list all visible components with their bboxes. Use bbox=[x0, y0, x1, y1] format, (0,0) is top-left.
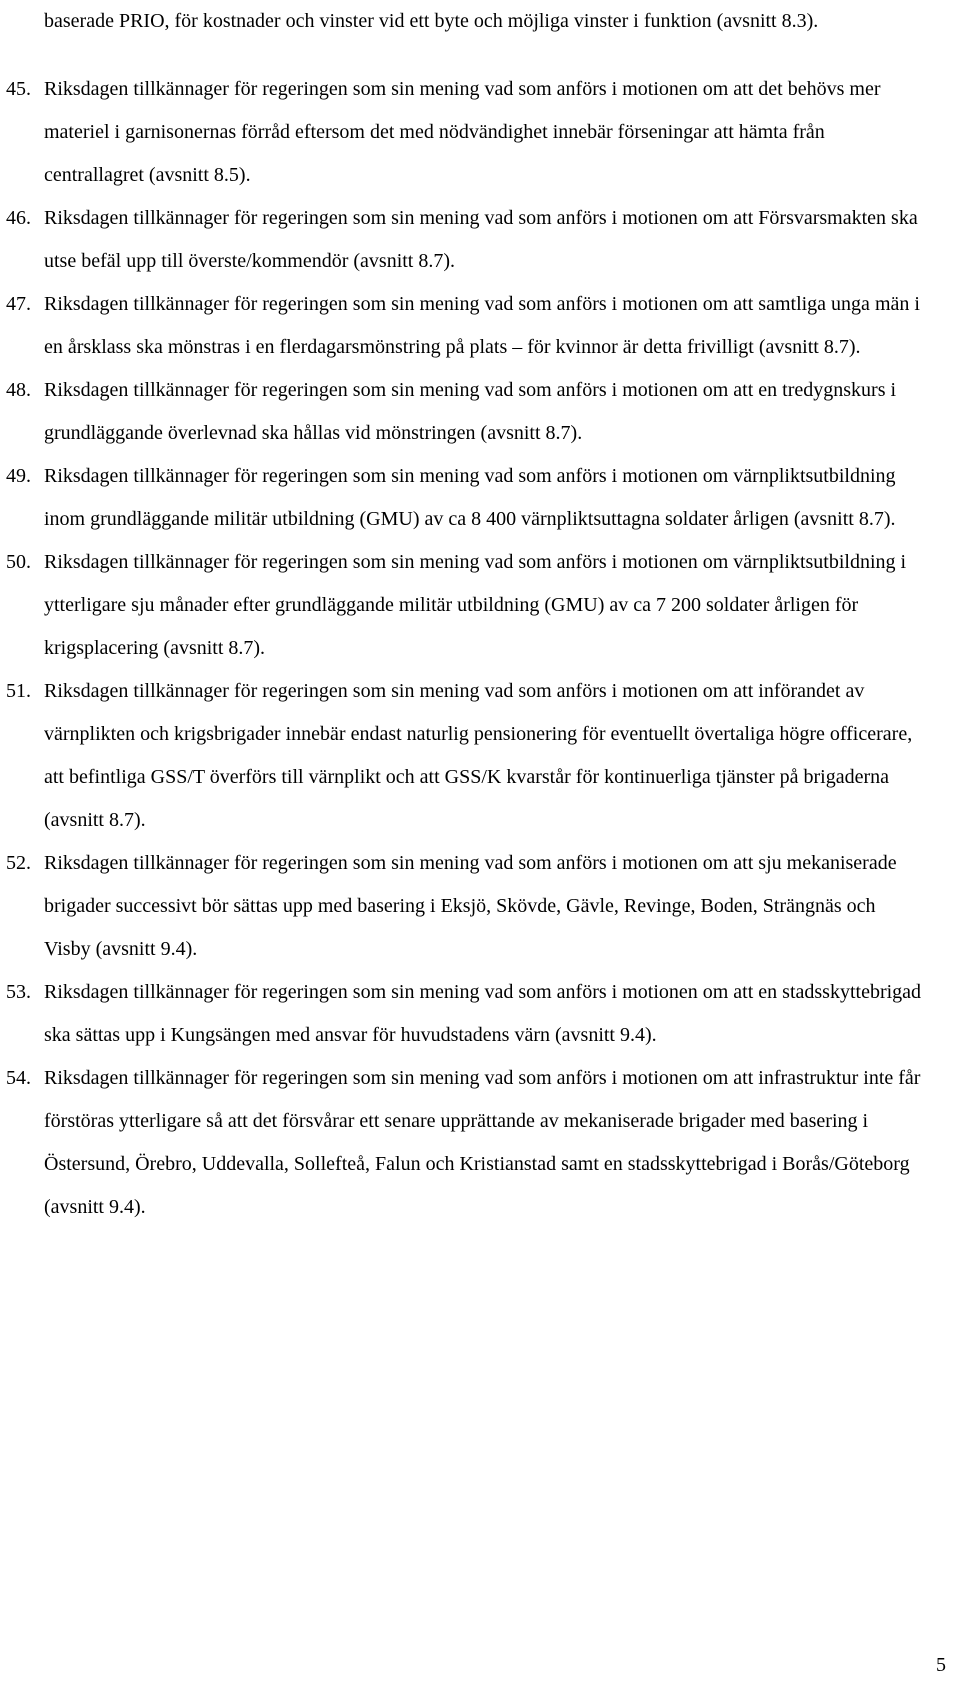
list-item bbox=[0, 455, 960, 541]
item-text: Riksdagen tillkännager för regeringen som sin mening vad som anförs i motionen om värnpliktsutbildning inom grundläggande militär utbildning (GMU) av ca 8 400 värnpliktsuttagna soldater årligen (avsnitt 8.7). bbox=[44, 465, 896, 530]
item-number: 49. bbox=[6, 465, 31, 487]
page-number: 5 bbox=[936, 1654, 946, 1676]
item-number: 46. bbox=[6, 207, 31, 229]
list-item bbox=[0, 670, 960, 842]
item-text: Riksdagen tillkännager för regeringen som sin mening vad som anförs i motionen om att Försvarsmakten ska utse befäl upp till överste/kommendör (avsnitt 8.7). bbox=[44, 207, 918, 272]
item-text: Riksdagen tillkännager för regeringen som sin mening vad som anförs i motionen om att samtliga unga män i en årsklass ska mönstras i en flerdagarsmönstring på plats – för kvinnor är detta frivilligt (avsnitt 8.7). bbox=[44, 293, 920, 358]
continuation-paragraph: baserade PRIO, för kostnader och vinster vid ett byte och möjliga vinster i funktion (avsnitt 8.3). bbox=[44, 10, 819, 32]
item-text: Riksdagen tillkännager för regeringen som sin mening vad som anförs i motionen om att en tredygnskurs i grundläggande överlevnad ska hållas vid mönstringen (avsnitt 8.7). bbox=[44, 379, 897, 444]
item-number: 53. bbox=[6, 981, 31, 1003]
item-text: Riksdagen tillkännager för regeringen som sin mening vad som anförs i motionen om att en stadsskyttebrigad ska sättas upp i Kungsängen med ansvar för huvudstadens värn (avsnitt 9.4). bbox=[44, 981, 922, 1046]
list-item bbox=[0, 283, 960, 369]
list-item bbox=[0, 541, 960, 670]
list-item bbox=[0, 197, 960, 283]
motion-list bbox=[0, 68, 960, 1229]
list-item bbox=[0, 842, 960, 971]
item-number: 45. bbox=[6, 78, 31, 100]
item-text: Riksdagen tillkännager för regeringen som sin mening vad som anförs i motionen om att införandet av värnplikten och krigsbrigader innebär endast naturlig pensionering för eventuellt övertaliga högre officerare, att befintliga GSS/T överförs till värnplikt och att GSS/K kvarstår för kontinuerliga tjänster på brigaderna (avsnitt 8.7). bbox=[44, 680, 913, 831]
item-text: Riksdagen tillkännager för regeringen som sin mening vad som anförs i motionen om att det behövs mer materiel i garnisonernas förråd eftersom det med nödvändighet innebär förseningar att hämta från centrallagret (avsnitt 8.5). bbox=[44, 78, 881, 186]
list-item bbox=[0, 68, 960, 197]
item-text: Riksdagen tillkännager för regeringen som sin mening vad som anförs i motionen om värnpliktsutbildning i ytterligare sju månader efter grundläggande militär utbildning (GMU) av ca 7 200 soldater årligen för krigsplacering (avsnitt 8.7). bbox=[44, 551, 907, 659]
list-item bbox=[0, 1057, 960, 1229]
item-number: 51. bbox=[6, 680, 31, 702]
list-item bbox=[0, 971, 960, 1057]
item-number: 48. bbox=[6, 379, 31, 401]
item-number: 50. bbox=[6, 551, 31, 573]
item-text: Riksdagen tillkännager för regeringen som sin mening vad som anförs i motionen om att sju mekaniserade brigader successivt bör sättas upp med basering i Eksjö, Skövde, Gävle, Revinge, Boden, Strängnäs och Visby (avsnitt 9.4). bbox=[44, 852, 897, 960]
item-number: 52. bbox=[6, 852, 31, 874]
item-number: 54. bbox=[6, 1067, 31, 1089]
item-number: 47. bbox=[6, 293, 31, 315]
list-item bbox=[0, 369, 960, 455]
item-text: Riksdagen tillkännager för regeringen som sin mening vad som anförs i motionen om att infrastruktur inte får förstöras ytterligare så att det försvårar ett senare upprättande av mekaniserade brigader med basering i Östersund, Örebro, Uddevalla, Sollefteå, Falun och Kristianstad samt en stadsskyttebrigad i Borås/Göteborg (avsnitt 9.4). bbox=[44, 1067, 921, 1218]
